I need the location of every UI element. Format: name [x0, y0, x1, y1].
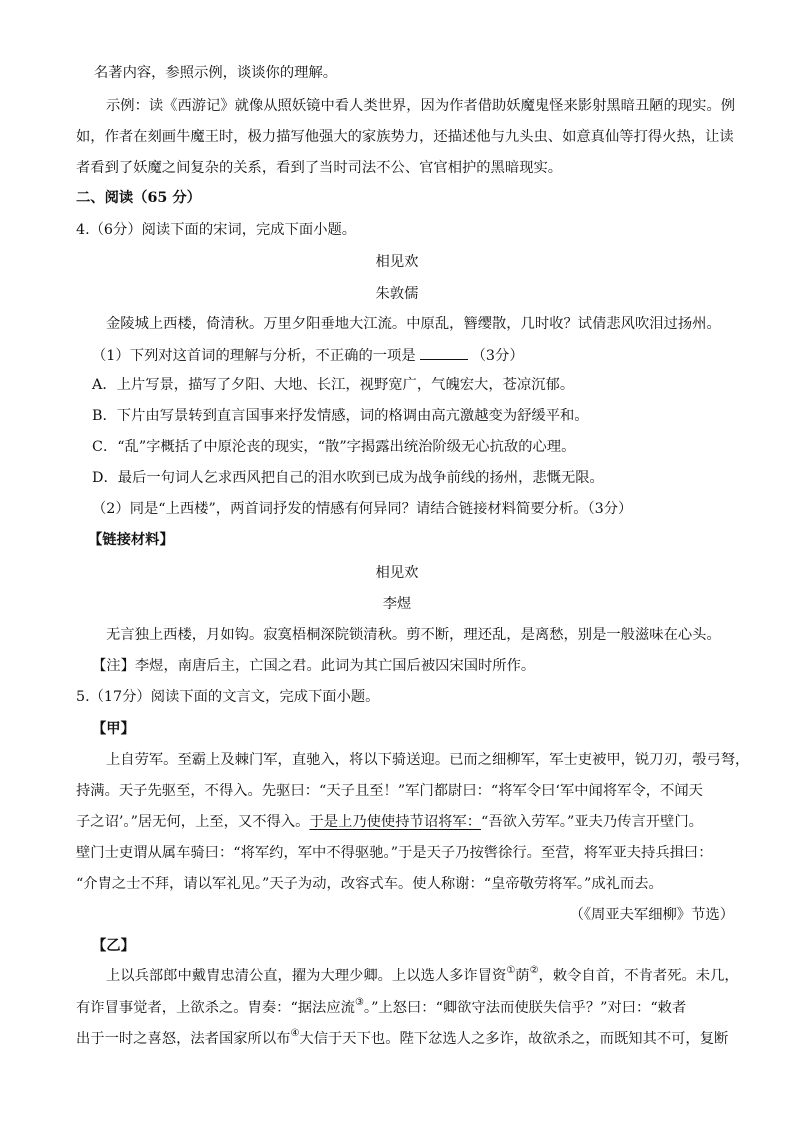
passage-line [76, 1029, 728, 1049]
question-4-1 [92, 345, 524, 366]
footnote-marker: ③ [354, 997, 364, 1009]
poem-text: 无言独上西楼，月如钩。寂寞梧桐深院锁清秋。剪不断，理还乱，是离愁，别是一般滋味在心头。 [106, 627, 721, 643]
passage-text: 出于一时之喜怒，法者国家所以布 [76, 1031, 291, 1047]
option-a: A．上片写景，描写了夕阳、大地、长江，视野宽广，气魄宏大，苍凉沉郁。 [92, 377, 575, 393]
text-line: 示例：读《西游记》就像从照妖镜中看人类世界，因为作者借助妖魔鬼怪来影射黑暗丑陋的现实。例 [106, 98, 736, 114]
passage-source: （《周亚夫军细柳》节选） [569, 907, 734, 923]
question-4-2: （2）同是“上西楼”，两首词抒发的情感有何异同？请结合链接材料简要分析。（3分） [92, 501, 633, 517]
poem-author: 李煜 [382, 596, 412, 612]
passage-line: 上自劳军。至霸上及棘门军，直驰入，将以下骑送迎。已而之细柳军，军士吏被甲，锐刀刃，彀弓弩， [106, 752, 750, 768]
text-line: 名著内容，参照示例，谈谈你的理解。 [94, 65, 338, 81]
passage-line: 壁门士吏谓从属车骑曰：“将军约，军中不得驱驰。”于是天子乃按辔徐行。至营，将军亚夫持兵揖曰： [76, 845, 713, 861]
link-material-label: 【链接材料】 [88, 532, 174, 548]
poem-text: 金陵城上西楼，倚清秋。万里夕阳垂地大江流。中原乱，簪缨散，几时收？试倩悲风吹泪过扬州。 [106, 316, 721, 332]
question-4: 4.（6分）阅读下面的宋词，完成下面小题。 [76, 222, 357, 238]
passage-label-jia: 【甲】 [92, 721, 135, 737]
passage-label-yi: 【乙】 [92, 938, 135, 954]
passage-text: 有诈冒事觉者，上欲杀之。胄奏：“据法应流 [76, 1000, 355, 1016]
option-c: C．“乱”字概括了中原沦丧的现实，“散”字揭露出统治阶级无心抗敌的心理。 [92, 439, 576, 455]
passage-text: 。”上怒曰：“卿欲守法而使朕失信乎？”对曰：“敕者 [363, 1000, 687, 1016]
option-d: D．最后一句词人乞求西风把自己的泪水吹到已成为战争前线的扬州，悲慨无限。 [92, 470, 604, 486]
text-line: 如，作者在刻画牛魔王时，极力描写他强大的家族势力，还描述他与九头虫、如意真仙等打得火热，让读 [76, 129, 734, 145]
underlined-sentence: 于是上乃使使持节诏将军： [309, 814, 482, 830]
question-score: （3分） [471, 348, 524, 364]
poem-author: 朱敦儒 [375, 286, 419, 302]
passage-line: “介胄之士不拜，请以军礼见。”天子为动，改容式车。使人称谢：“皇帝敬劳将军。”成礼而去。 [76, 876, 663, 892]
section-heading: 二、阅读（65 分） [76, 190, 201, 206]
passage-line [76, 998, 686, 1018]
poem-note: 【注】李煜，南唐后主，亡国之君。此词为其亡国后被囚宋国时所作。 [92, 658, 536, 674]
footnote-marker: ① [506, 965, 516, 977]
poem-title: 相见欢 [375, 565, 419, 581]
passage-text: 大信于天下也。陛下忿选人之多诈，故欲杀之，而既知其不可，复断 [299, 1031, 729, 1047]
passage-text: 荫 [515, 968, 530, 984]
passage-line [106, 966, 739, 986]
passage-line [76, 812, 703, 832]
passage-text: ，敕令自首，不肯者死。未几， [538, 968, 739, 984]
passage-text: 上以兵部郎中戴胄忠清公直，擢为大理少卿。上以选人多诈冒资 [106, 968, 507, 984]
passage-line: 持满。天子先驱至，不得入。先驱曰：“天子且至！”军门都尉曰：“将军令曰‘军中闻将军令，不闻天 [76, 783, 703, 799]
footnote-marker: ④ [290, 1028, 300, 1040]
option-b: B．下片由写景转到直言国事来抒发情感，词的格调由高亢激越变为舒缓平和。 [92, 408, 589, 424]
text-line: 者看到了妖魔之间复杂的关系，看到了当时司法不公、官官相护的黑暗现实。 [76, 160, 563, 176]
question-text: （1）下列对这首词的理解与分析，不正确的一项是 [92, 348, 416, 364]
footnote-marker: ② [529, 965, 539, 977]
question-5: 5.（17分）阅读下面的文言文，完成下面小题。 [76, 689, 380, 705]
poem-title: 相见欢 [375, 254, 419, 270]
passage-text: 子之诏’。”居无何，上至，又不得入。 [76, 814, 310, 830]
answer-blank[interactable] [420, 345, 468, 360]
passage-text: “吾欲入劳军。”亚夫乃传言开壁门。 [481, 814, 703, 830]
